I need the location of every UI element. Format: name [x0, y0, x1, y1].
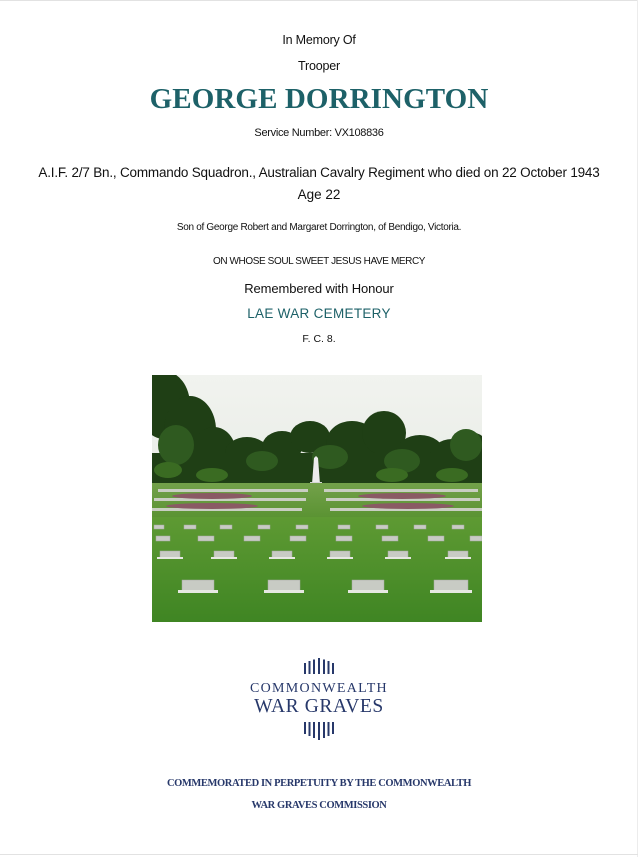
footer-line-1: COMMEMORATED IN PERPETUITY BY THE COMMONWEALTH: [166, 778, 472, 789]
page-border-top: [0, 0, 638, 1]
epitaph: ON WHOSE SOUL SWEET JESUS HAVE MERCY: [212, 256, 426, 267]
age-text: Age 22: [297, 187, 341, 202]
logo-wordmark-war-graves: WAR GRAVES: [254, 696, 384, 717]
family-details: Son of George Robert and Margaret Dorrington, of Bendigo, Victoria.: [176, 222, 462, 233]
cemetery-photo: [152, 375, 482, 622]
cemetery-name: LAE WAR CEMETERY: [247, 306, 391, 321]
logo-wordmark-commonwealth: COMMONWEALTH: [250, 681, 388, 696]
service-number: Service Number: VX108836: [254, 127, 384, 139]
casualty-name: GEORGE DORRINGTON: [149, 83, 489, 115]
grave-reference: F. C. 8.: [302, 333, 336, 345]
remembered-with-honour: Remembered with Honour: [244, 281, 394, 296]
page-border-bottom: [0, 854, 638, 855]
footer-line-2: WAR GRAVES COMMISSION: [251, 800, 387, 811]
unit-and-death-date: A.I.F. 2/7 Bn., Commando Squadron., Australian Cavalry Regiment who died on 22 October 1943: [38, 165, 600, 180]
rank-text: Trooper: [298, 59, 340, 73]
cwgc-emblem-bottom-icon: [304, 722, 334, 740]
cwgc-emblem-top-icon: [304, 658, 334, 674]
intro-text: In Memory Of: [282, 33, 356, 47]
